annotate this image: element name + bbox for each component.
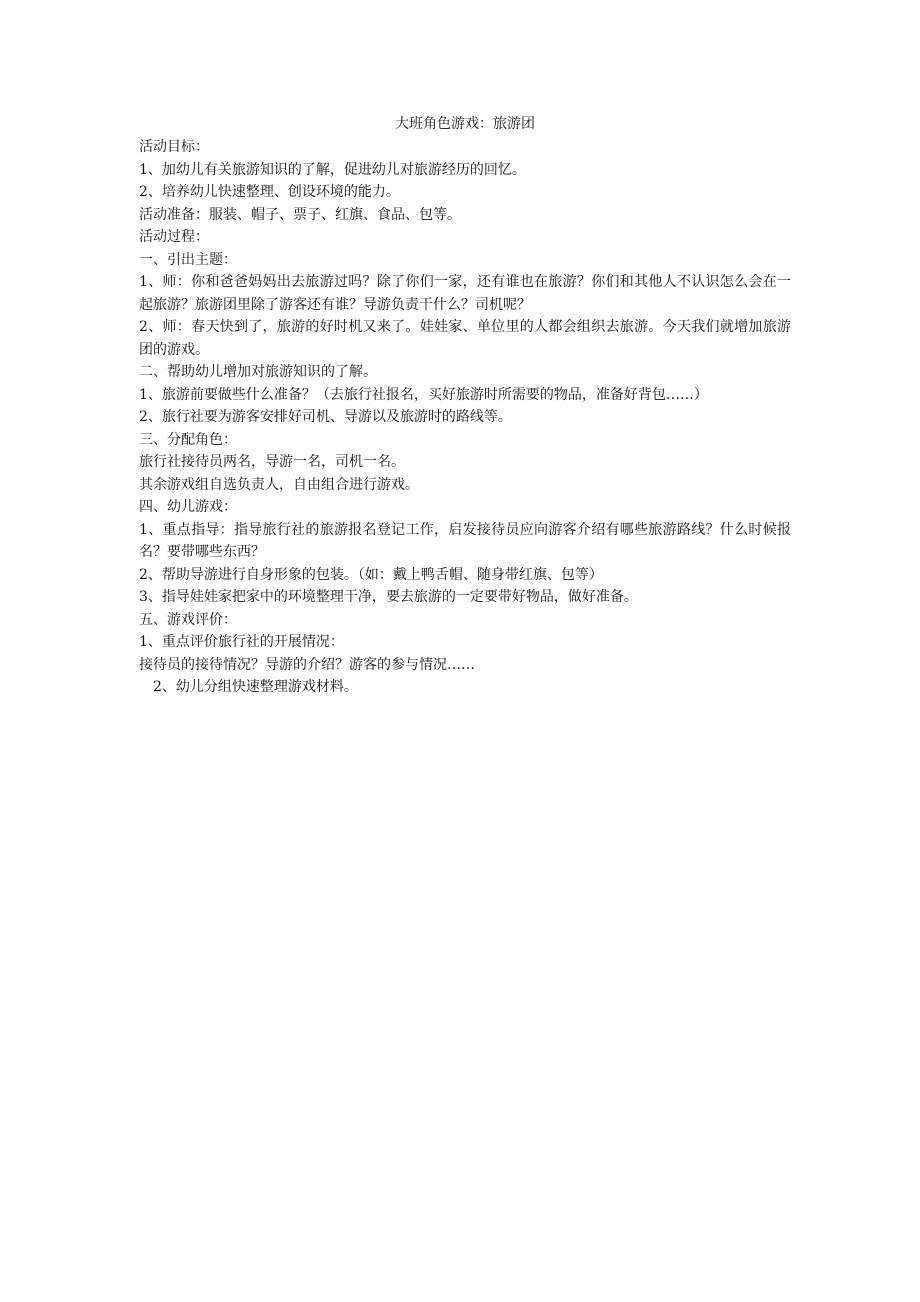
section-3-line-1: 旅行社接待员两名，导游一名，司机一名。 — [139, 454, 405, 470]
section-2-item-1: 1、旅游前要做些什么准备？（去旅行社报名，买好旅游时所需要的物品，准备好背包……） — [139, 386, 708, 403]
section-2-heading: 二、帮助幼儿增加对旅游知识的了解。 — [139, 364, 377, 380]
section-2-item-2: 2、旅行社要为游客安排好司机、导游以及旅游时的路线等。 — [139, 409, 512, 425]
section-3-heading: 三、分配角色： — [139, 431, 237, 448]
section-4-heading: 四、幼儿游戏： — [139, 499, 237, 515]
goal-item-2: 2、培养幼儿快速整理、创设环境的能力。 — [139, 184, 400, 200]
document-body — [139, 112, 791, 699]
preparation-line: 活动准备：服装、帽子、票子、红旗、食品、包等。 — [139, 206, 461, 223]
section-5-item-2: 2、幼儿分组快速整理游戏材料。 — [153, 679, 358, 695]
goal-heading: 活动目标： — [139, 139, 209, 155]
section-3-line-2: 其余游戏组自选负责人，自由组合进行游戏。 — [139, 476, 419, 493]
section-5-heading: 五、游戏评价： — [139, 611, 237, 628]
section-5-item-1: 1、重点评价旅行社的开展情况： — [139, 634, 344, 650]
section-5-line-1: 接待员的接待情况？导游的介绍？游客的参与情况…… — [139, 656, 475, 673]
section-1-heading: 一、引出主题： — [139, 251, 237, 268]
section-4-item-3: 3、指导娃娃家把家中的环境整理干净，要去旅游的一定要带好物品，做好准备。 — [139, 589, 638, 605]
goal-item-1: 1、加幼儿有关旅游知识的了解，促进幼儿对旅游经历的回忆。 — [139, 161, 526, 178]
section-4-item-1: 1、重点指导：指导旅行社的旅游报名登记工作，启发接待员应向游客介绍有哪些旅游路线？什么时候报名？要带哪些东西？ — [139, 521, 791, 560]
section-1-item-2: 2、师：春天快到了，旅游的好时机又来了。娃娃家、单位里的人都会组织去旅游。今天我们就增加旅游团的游戏。 — [139, 319, 791, 358]
process-heading: 活动过程： — [139, 229, 209, 245]
document-title: 大班角色游戏：旅游团 — [395, 116, 535, 132]
section-1-item-1: 1、师：你和爸爸妈妈出去旅游过吗？除了你们一家，还有谁也在旅游？你们和其他人不认识怎么会在一起旅游？旅游团里除了游客还有谁？导游负责干什么？司机呢？ — [139, 274, 791, 313]
section-4-item-2: 2、帮助导游进行自身形象的包装。（如：戴上鸭舌帽、随身带红旗、包等） — [139, 566, 603, 583]
